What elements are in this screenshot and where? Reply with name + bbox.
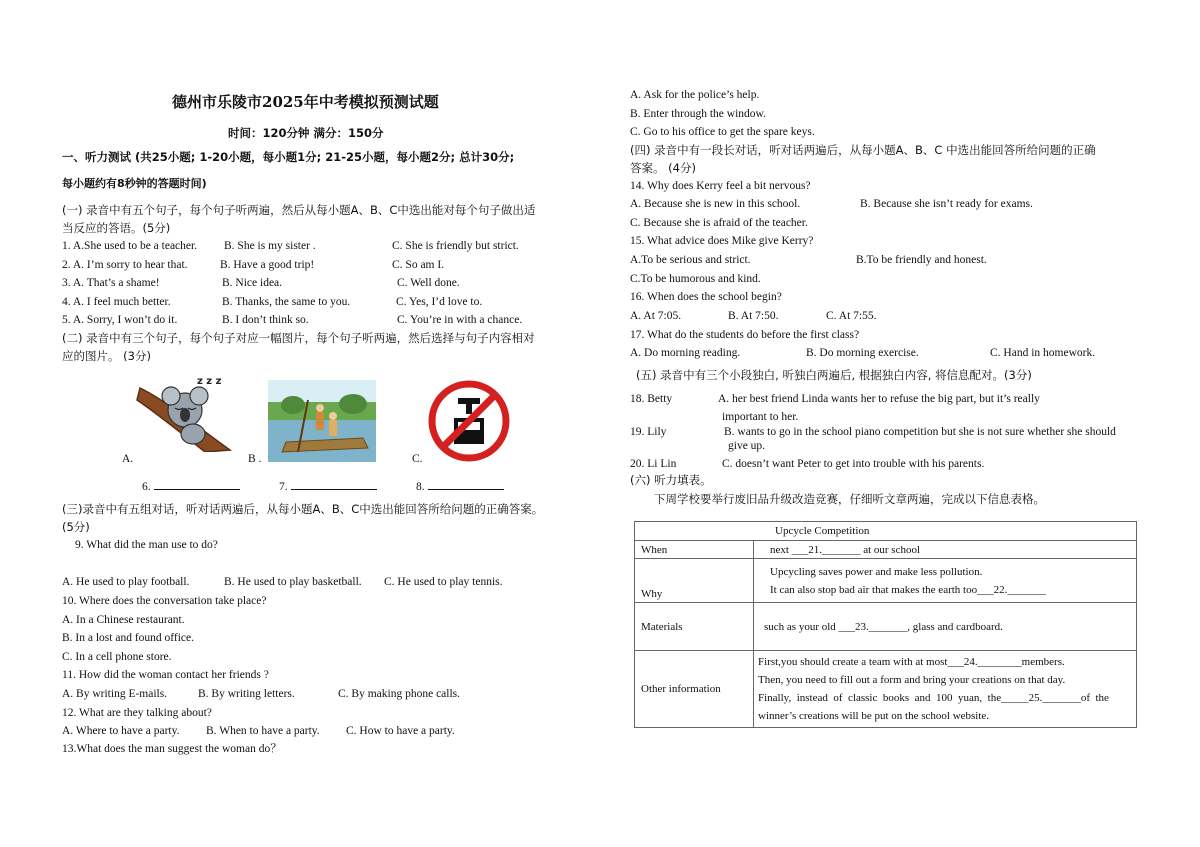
part1-intro: (一) 录音中有五个句子，每个句子听两遍，然后从每小题A、B、C中选出能对每个句子做出适 [62, 203, 536, 217]
section-heading-2: 每小题约有8秒钟的答题时间) [62, 177, 207, 190]
q16-option-b: B. At 7:50. [728, 310, 779, 322]
table-row [635, 541, 1137, 559]
question-17: 17. What do the students do before the first class? [630, 329, 860, 341]
part2-intro-2: 应的图片。 (3分) [62, 349, 151, 363]
table-row-value: First,you should create a team with at most___24.________members. Then, you need to fill out a form and bring your creations on that day. Finally, instead of classic books and 100 yuan, the_____25._______of the winner’s creations will be put on the school website. [754, 651, 1137, 728]
match-option-b: B. wants to go in the school piano competition but she is not sure whether she should [724, 426, 1116, 438]
q16-option-c: C. At 7:55. [826, 310, 877, 322]
q14-option-a: A. Because she is new in this school. [630, 198, 801, 210]
blank-6: 6. [142, 479, 240, 495]
q14-option-b: B. Because she isn’t ready for exams. [860, 198, 1033, 210]
q10-option-c: C. In a cell phone store. [62, 651, 172, 663]
match-option-a: A. her best friend Linda wants her to refuse the big part, but it’s really [718, 393, 1040, 405]
q9-option-c: C. He used to play tennis. [384, 576, 503, 588]
q3-option-a: 3. A. That’s a shame! [62, 277, 160, 289]
match-option-a-2: important to her. [722, 411, 799, 423]
match-option-b-2: give up. [728, 440, 766, 452]
q12-option-a: A. Where to have a party. [62, 725, 180, 737]
upcycle-table [634, 521, 1137, 728]
q14-option-c: C. Because she is afraid of the teacher. [630, 217, 808, 229]
picture-a-label: A. [122, 453, 134, 465]
q2-option-a: 2. A. I’m sorry to hear that. [62, 259, 188, 271]
section-heading: 一、听力测试 (共25小题; 1-20小题，每小题1分; 21-25小题，每小题2分; 总计30分; [62, 150, 515, 164]
q11-option-b: B. By writing letters. [198, 688, 295, 700]
table-row-label: Other information [635, 651, 754, 728]
table-row-label: Materials [635, 603, 754, 651]
table-row-label: When [635, 541, 754, 559]
part6-description: 下周学校要举行废旧品升级改造竞赛，仔细听文章两遍，完成以下信息表格。 [654, 492, 1045, 506]
blank-7: 7. [279, 479, 377, 495]
sleeping-koala-picture [135, 370, 235, 452]
picture-b-label: B . [248, 453, 262, 465]
table-row-value: next ___21._______ at our school [754, 541, 1137, 559]
q4-option-b: B. Thanks, the same to you. [222, 296, 351, 308]
question-14: 14. Why does Kerry feel a bit nervous? [630, 180, 811, 192]
blank-8: 8. [416, 479, 504, 495]
table-title: Upcycle Competition [635, 522, 1137, 541]
q1-option-a: 1. A.She used to be a teacher. [62, 240, 198, 252]
q2-option-c: C. So am I. [392, 259, 445, 271]
question-13: 13.What does the man suggest the woman do？ [62, 743, 282, 755]
q17-option-c: C. Hand in homework. [990, 347, 1096, 359]
q9-option-a: A. He used to play football. [62, 576, 190, 588]
picture-c-label: C. [412, 453, 423, 465]
raft-river-picture [268, 380, 376, 462]
question-12: 12. What are they talking about? [62, 707, 212, 719]
q12-option-c: C. How to have a party. [346, 725, 455, 737]
q12-option-b: B. When to have a party. [206, 725, 320, 737]
q9-option-b: B. He used to play basketball. [224, 576, 362, 588]
q1-option-c: C. She is friendly but strict. [392, 240, 519, 252]
part3-intro-2: (5分) [62, 520, 90, 534]
part2-intro: (二) 录音中有三个句子，每个句子对应一幅图片，每个句子听两遍，然后选择与句子内容相对 [62, 331, 535, 345]
match-option-c: C. doesn’t want Peter to get into trouble with his parents. [722, 458, 985, 470]
page-title: 德州市乐陵市2025年中考模拟预测试题 [172, 93, 439, 111]
q4-option-a: 4. A. I feel much better. [62, 296, 171, 308]
question-15: 15. What advice does Mike give Kerry? [630, 235, 814, 247]
q3-option-c: C. Well done. [397, 277, 460, 289]
q3-option-b: B. Nice idea. [222, 277, 283, 289]
q5-option-a: 5. A. Sorry, I won’t do it. [62, 314, 178, 326]
table-row-value: such as your old ___23._______, glass and cardboard. [754, 603, 1137, 651]
table-row-value: Upcycling saves power and make less pollution. It can also stop bad air that makes the earth too___22._______ [754, 559, 1137, 603]
table-row-label: Why [635, 559, 754, 603]
table-row [635, 651, 1137, 728]
q15-option-a: A.To be serious and strict. [630, 254, 751, 266]
q11-option-c: C. By making phone calls. [338, 688, 461, 700]
question-16: 16. When does the school begin? [630, 291, 782, 303]
question-9: 9. What did the man use to do? [75, 539, 218, 551]
part3-intro: (三)录音中有五组对话，听对话两遍后，从每小题A、B、C中选出能回答所给问题的正确答案。 [62, 502, 544, 516]
svg-text:z z z: z z z [197, 376, 222, 387]
q4-option-c: C. Yes, I’d love to. [396, 296, 483, 308]
match-name-19: 19. Lily [630, 426, 667, 438]
time-info: 时间：120分钟 满分：150分 [228, 126, 384, 140]
match-name-20: 20. Li Lin [630, 458, 677, 470]
no-drinking-water-sign [428, 380, 510, 462]
match-name-18: 18. Betty [630, 393, 673, 405]
q13-option-b: B. Enter through the window. [630, 108, 766, 120]
q1-option-b: B. She is my sister . [224, 240, 316, 252]
question-10: 10. Where does the conversation take place? [62, 595, 267, 607]
q15-option-c: C.To be humorous and kind. [630, 273, 761, 285]
table-row [635, 559, 1137, 603]
q2-option-b: B. Have a good trip! [220, 259, 315, 271]
q17-option-b: B. Do morning exercise. [806, 347, 919, 359]
q15-option-b: B.To be friendly and honest. [856, 254, 987, 266]
part4-intro: (四) 录音中有一段长对话，听对话两遍后，从每小题A、B、C 中选出能回答所给问题的正确 [630, 143, 1096, 157]
table-row [635, 603, 1137, 651]
q16-option-a: A. At 7:05. [630, 310, 682, 322]
q17-option-a: A. Do morning reading. [630, 347, 741, 359]
q5-option-c: C. You’re in with a chance. [397, 314, 523, 326]
q10-option-b: B. In a lost and found office. [62, 632, 195, 644]
q13-option-a: A. Ask for the police’s help. [630, 89, 760, 101]
q11-option-a: A. By writing E-mails. [62, 688, 168, 700]
question-11: 11. How did the woman contact her friends ? [62, 669, 269, 681]
q5-option-b: B. I don’t think so. [222, 314, 309, 326]
part5-intro: (五) 录音中有三个小段独白, 听独白两遍后, 根据独白内容, 将信息配对。(3分) [636, 368, 1032, 382]
q13-option-c: C. Go to his office to get the spare keys. [630, 126, 815, 138]
q10-option-a: A. In a Chinese restaurant. [62, 614, 185, 626]
part1-intro-2: 当反应的答语。(5分) [62, 221, 171, 235]
part4-intro-2: 答案。 (4分) [630, 161, 696, 175]
part6-intro: (六) 听力填表。 [630, 473, 712, 487]
